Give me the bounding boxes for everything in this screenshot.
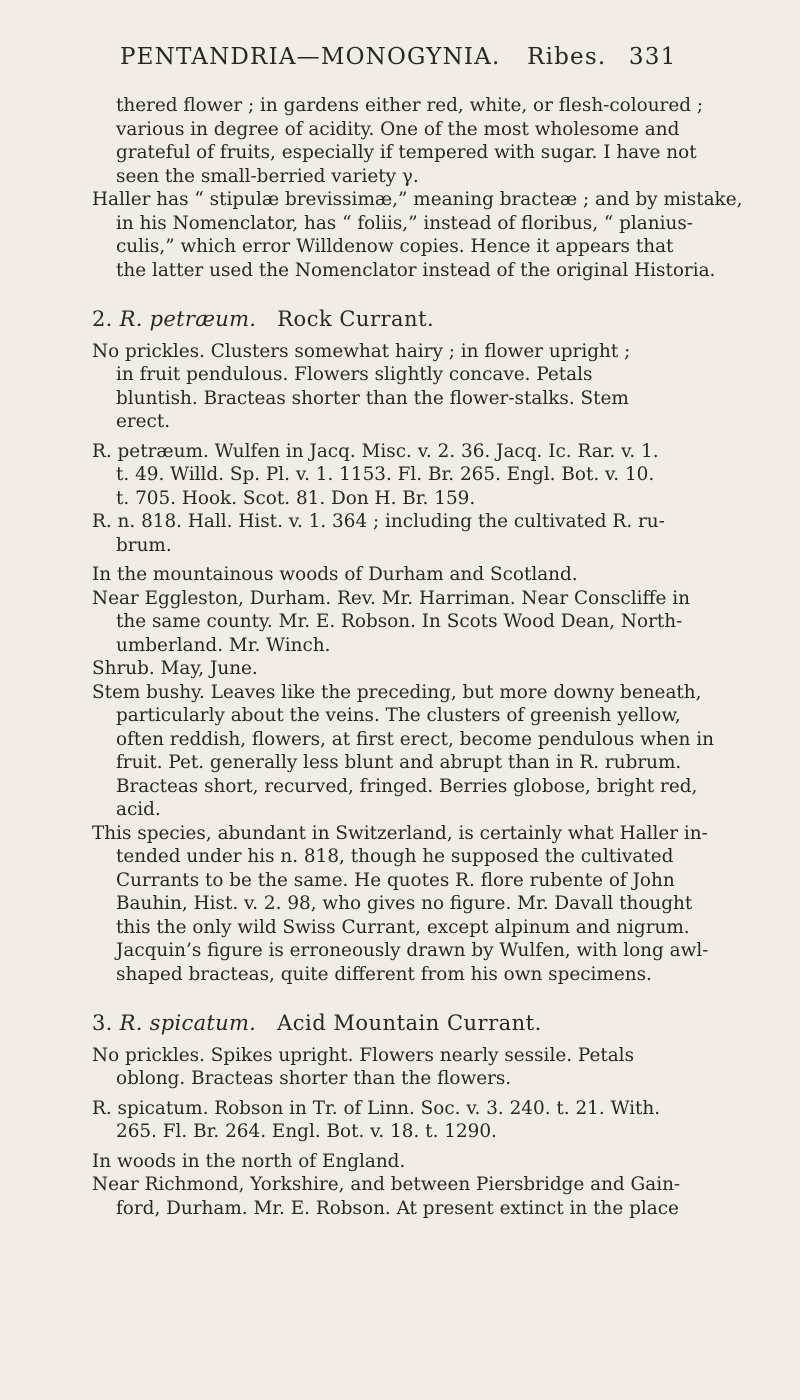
text-line: Jacquin’s figure is erroneously drawn by Wulfen, with long awl- xyxy=(116,940,709,961)
species-number: 2. xyxy=(92,307,113,331)
text-line: this the only wild Swiss Currant, except alpinum and nigrum. xyxy=(116,916,690,938)
species-number: 3. xyxy=(92,1011,113,1035)
haller-note xyxy=(92,188,772,282)
intro-continuation xyxy=(92,94,772,188)
species-common-name: Acid Mountain Currant. xyxy=(277,1011,542,1035)
text-line: Near Richmond, Yorkshire, and between Piersbridge and Gain- xyxy=(92,1174,681,1195)
text-line: Stem bushy. Leaves like the preceding, but more downy beneath, xyxy=(92,681,702,703)
text-line: umberland. Mr. Winch. xyxy=(116,634,331,656)
text-line: t. 705. Hook. Scot. 81. Don H. Br. 159. xyxy=(116,487,476,509)
page-number: 331 xyxy=(628,44,677,70)
text-line: brum. xyxy=(116,534,172,556)
species-flowering: Shrub. May, June. xyxy=(92,658,258,679)
species-localities xyxy=(92,1173,772,1220)
text-line: R. petræum. Wulfen in Jacq. Misc. v. 2. 36. Jacq. Ic. Rar. v. 1. xyxy=(92,440,659,462)
text-line: This species, abundant in Switzerland, is certainly what Haller in- xyxy=(92,822,708,844)
text-line: the latter used the Nomenclator instead of the original Historia. xyxy=(116,259,716,281)
text-line: 265. Fl. Br. 264. Engl. Bot. v. 18. t. 1290. xyxy=(116,1121,497,1142)
text-line: the same county. Mr. E. Robson. In Scots Wood Dean, North- xyxy=(116,611,683,632)
running-header xyxy=(120,44,760,70)
running-title: PENTANDRIA—MONOGYNIA. xyxy=(120,44,501,70)
species-diagnosis xyxy=(92,340,772,434)
text-line: various in degree of acidity. One of the most wholesome and xyxy=(116,118,680,140)
text-line: acid. xyxy=(116,799,161,820)
text-line: R. n. 818. Hall. Hist. v. 1. 364 ; including the cultivated R. ru- xyxy=(92,511,665,532)
text-line: tended under his n. 818, though he supposed the cultivated xyxy=(116,846,674,867)
text-line: thered flower ; in gardens either red, white, or flesh-coloured ; xyxy=(116,95,704,116)
text-line: R. spicatum. Robson in Tr. of Linn. Soc. v. 3. 240. t. 21. With. xyxy=(92,1097,661,1119)
text-line: fruit. Pet. generally less blunt and abrupt than in R. rubrum. xyxy=(116,752,682,773)
text-line: Haller has “ stipulæ brevissimæ,” meaning bracteæ ; and by mistake, xyxy=(92,189,743,210)
text-line: t. 49. Willd. Sp. Pl. v. 1. 1153. Fl. Br. 265. Engl. Bot. v. 10. xyxy=(116,464,655,485)
species-habitat: In woods in the north of England. xyxy=(92,1150,406,1172)
text-line: No prickles. Clusters somewhat hairy ; in flower upright ; xyxy=(92,340,631,362)
text-line: particularly about the veins. The clusters of greenish yellow, xyxy=(116,705,681,726)
species-latin-name: R. petræum. xyxy=(119,307,257,331)
text-line: shaped bracteas, quite different from his own specimens. xyxy=(116,963,652,985)
text-line: No prickles. Spikes upright. Flowers nearly sessile. Petals xyxy=(92,1044,635,1066)
text-line: in fruit pendulous. Flowers slightly concave. Petals xyxy=(116,364,593,385)
text-line: Currants to be the same. He quotes R. flore rubente of John xyxy=(116,869,675,891)
species-description xyxy=(92,681,772,822)
species-habitat: In the mountainous woods of Durham and Scotland. xyxy=(92,564,578,585)
text-line: Bracteas short, recurved, fringed. Berries globose, bright red, xyxy=(116,775,698,797)
species-localities xyxy=(92,587,772,658)
text-line: culis,” which error Willdenow copies. Hence it appears that xyxy=(116,236,674,257)
species-heading xyxy=(92,1012,772,1036)
species-common-name: Rock Currant. xyxy=(277,307,435,331)
text-line: often reddish, flowers, at first erect, become pendulous when in xyxy=(116,728,714,750)
text-line: oblong. Bracteas shorter than the flowers. xyxy=(116,1068,512,1089)
page-body xyxy=(92,94,772,1220)
species-remarks xyxy=(92,822,772,987)
text-line: grateful of fruits, especially if tempered with sugar. I have not xyxy=(116,142,697,163)
text-line: erect. xyxy=(116,411,171,432)
text-line: ford, Durham. Mr. E. Robson. At present extinct in the place xyxy=(116,1197,679,1219)
text-line: in his Nomenclator, has “ foliis,” instead of floribus, “ planius- xyxy=(116,212,693,234)
text-line: seen the small-berried variety γ. xyxy=(116,165,419,187)
species-diagnosis xyxy=(92,1044,772,1091)
genus-label: Ribes. xyxy=(527,44,607,70)
species-synonyms xyxy=(92,1097,772,1144)
text-line: bluntish. Bracteas shorter than the flower-stalks. Stem xyxy=(116,387,629,409)
species-latin-name: R. spicatum. xyxy=(119,1011,257,1035)
species-synonyms xyxy=(92,440,772,558)
species-heading xyxy=(92,308,772,332)
text-line: Bauhin, Hist. v. 2. 98, who gives no figure. Mr. Davall thought xyxy=(116,893,693,914)
text-line: Near Eggleston, Durham. Rev. Mr. Harriman. Near Conscliffe in xyxy=(92,587,690,609)
